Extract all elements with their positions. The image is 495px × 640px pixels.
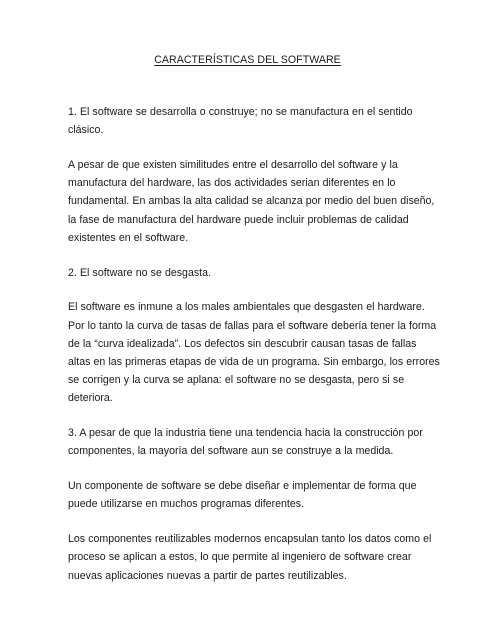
paragraph-1: 1. El software se desarrolla o construye; no se manufactura en el sentido clásico.: [68, 106, 413, 137]
paragraph-2: A pesar de que existen similitudes entre el desarrollo del software y la manufactura del hardware, las dos actividades serian diferentes en lo fundamental. En ambas la alta calidad se alcanza por medio del buen diseño, la fase de manufactura del hardware puede incluir problemas de calidad existentes en el software.: [68, 159, 435, 244]
document-body: [68, 103, 440, 601]
paragraph-4: El software es inmune a los males ambientales que desgasten el hardware. Por lo tanto la curva de tasas de fallas para el software debería tener la forma de la “curva idealizada”. Los defectos sin descubrir causan tasas de fallas altas en las primeras etapas de vida de un programa. Sin embargo, los errores se corrigen y la curva se aplana: el software no se desgasta, pero si se deteriora.: [68, 301, 440, 405]
paragraph-6: Un componente de software se debe diseñar e implementar de forma que puede utilizarse en muchos programas diferentes.: [68, 480, 417, 511]
paragraph-7: Los componentes reutilizables modernos encapsulan tanto los datos como el proceso se aplican a estos, lo que permite al ingeniero de software crear nuevas aplicaciones nuevas a partir de partes reutilizables.: [68, 533, 432, 582]
paragraph-5: 3. A pesar de que la industria tiene una tendencia hacia la construcción por componentes, la mayoría del software aun se construye a la medida.: [68, 427, 423, 458]
paragraph-3: 2. El software no se desgasta.: [68, 266, 211, 279]
document-title: CARACTERÍSTICAS DEL SOFTWARE: [154, 54, 341, 66]
